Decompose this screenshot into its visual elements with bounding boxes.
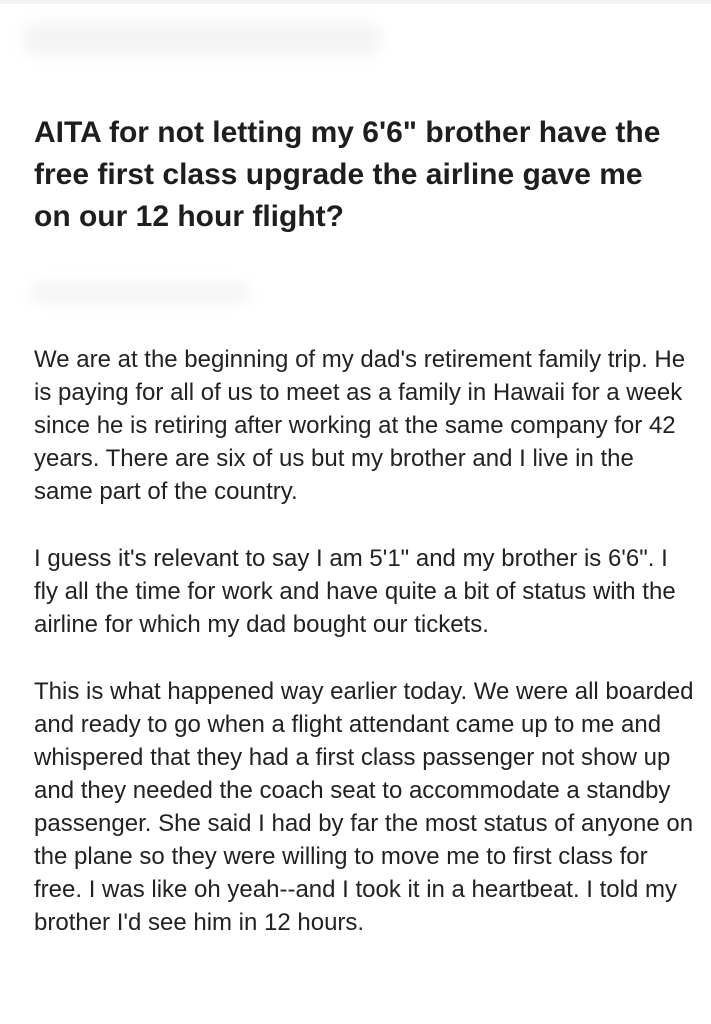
post-paragraph: I guess it's relevant to say I am 5'1" and my brother is 6'6". I fly all the time for work and have quite a bit of status with the airline for which my dad bought our tickets. xyxy=(34,545,676,638)
post-body xyxy=(34,343,694,973)
post-title: AITA for not letting my 6'6" brother have the free first class upgrade the airline gave me on our 12 hour flight? xyxy=(34,116,661,233)
post-paragraph: We are at the beginning of my dad's retirement family trip. He is paying for all of us to meet as a family in Hawaii for a week since he is retiring after working at the same company for 42 years. There are six of us but my brother and I live in the same part of the country. xyxy=(34,346,686,505)
top-edge-divider xyxy=(0,0,711,4)
post-paragraph: This is what happened way earlier today. We were all boarded and ready to go when a flight attendant came up to me and whispered that they had a first class passenger not show up and they needed the coach seat to accommodate a standby passenger. She said I had by far the most status of anyone on the plane so they were willing to move me to first class for free. I was like oh yeah--and I took it in a heartbeat. I told my brother I'd see him in 12 hours. xyxy=(34,678,694,936)
blurred-post-meta xyxy=(30,282,250,304)
blurred-username xyxy=(22,22,382,56)
